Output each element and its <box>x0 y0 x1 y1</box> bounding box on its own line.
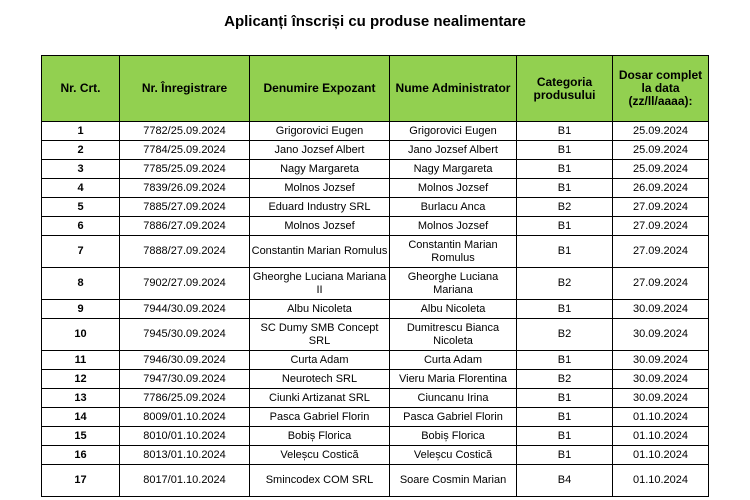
cell-registration: 7786/25.09.2024 <box>120 389 250 408</box>
cell-category: B2 <box>517 198 613 217</box>
cell-registration: 7946/30.09.2024 <box>120 351 250 370</box>
cell-exhibitor: Gheorghe Luciana Mariana II <box>250 268 390 300</box>
cell-exhibitor: Grigorovici Eugen <box>250 122 390 141</box>
cell-administrator: Vieru Maria Florentina <box>390 370 517 389</box>
table-row <box>42 465 709 497</box>
table-row <box>42 408 709 427</box>
cell-date: 25.09.2024 <box>613 141 709 160</box>
cell-administrator: Jano Jozsef Albert <box>390 141 517 160</box>
cell-date: 27.09.2024 <box>613 198 709 217</box>
cell-registration: 8013/01.10.2024 <box>120 446 250 465</box>
cell-nr: 14 <box>42 408 120 427</box>
table-row <box>42 319 709 351</box>
cell-date: 27.09.2024 <box>613 268 709 300</box>
cell-category: B1 <box>517 122 613 141</box>
cell-date: 27.09.2024 <box>613 236 709 268</box>
cell-administrator: Molnos Jozsef <box>390 179 517 198</box>
cell-category: B1 <box>517 217 613 236</box>
cell-category: B1 <box>517 300 613 319</box>
cell-administrator: Pasca Gabriel Florin <box>390 408 517 427</box>
table-row <box>42 179 709 198</box>
table-row <box>42 427 709 446</box>
cell-nr: 7 <box>42 236 120 268</box>
cell-category: B1 <box>517 179 613 198</box>
cell-date: 30.09.2024 <box>613 351 709 370</box>
cell-administrator: Burlacu Anca <box>390 198 517 217</box>
table-row <box>42 141 709 160</box>
cell-exhibitor: Neurotech SRL <box>250 370 390 389</box>
cell-nr: 13 <box>42 389 120 408</box>
cell-exhibitor: Pasca Gabriel Florin <box>250 408 390 427</box>
cell-registration: 7782/25.09.2024 <box>120 122 250 141</box>
cell-category: B1 <box>517 351 613 370</box>
cell-date: 26.09.2024 <box>613 179 709 198</box>
table-row <box>42 300 709 319</box>
cell-nr: 2 <box>42 141 120 160</box>
cell-category: B1 <box>517 236 613 268</box>
cell-registration: 7902/27.09.2024 <box>120 268 250 300</box>
cell-nr: 15 <box>42 427 120 446</box>
cell-exhibitor: Bobiș Florica <box>250 427 390 446</box>
cell-date: 27.09.2024 <box>613 217 709 236</box>
cell-date: 25.09.2024 <box>613 160 709 179</box>
cell-registration: 7888/27.09.2024 <box>120 236 250 268</box>
cell-exhibitor: Albu Nicoleta <box>250 300 390 319</box>
cell-administrator: Dumitrescu Bianca Nicoleta <box>390 319 517 351</box>
table-row <box>42 217 709 236</box>
cell-nr: 12 <box>42 370 120 389</box>
header-denumire-expozant: Denumire Expozant <box>250 56 390 122</box>
table-row <box>42 236 709 268</box>
cell-administrator: Ciuncanu Irina <box>390 389 517 408</box>
cell-nr: 11 <box>42 351 120 370</box>
cell-category: B1 <box>517 160 613 179</box>
header-nr-inregistrare: Nr. Înregistrare <box>120 56 250 122</box>
cell-date: 01.10.2024 <box>613 427 709 446</box>
cell-category: B4 <box>517 465 613 497</box>
cell-registration: 7945/30.09.2024 <box>120 319 250 351</box>
cell-nr: 17 <box>42 465 120 497</box>
cell-exhibitor: Molnos Jozsef <box>250 179 390 198</box>
cell-category: B2 <box>517 370 613 389</box>
cell-date: 01.10.2024 <box>613 408 709 427</box>
cell-date: 30.09.2024 <box>613 300 709 319</box>
cell-administrator: Gheorghe Luciana Mariana <box>390 268 517 300</box>
cell-exhibitor: Molnos Jozsef <box>250 217 390 236</box>
page-title: Aplicanți înscriși cu produse nealimentare <box>224 13 526 30</box>
cell-registration: 7885/27.09.2024 <box>120 198 250 217</box>
cell-administrator: Curta Adam <box>390 351 517 370</box>
cell-category: B1 <box>517 141 613 160</box>
cell-administrator: Albu Nicoleta <box>390 300 517 319</box>
header-nr-crt: Nr. Crt. <box>42 56 120 122</box>
cell-nr: 10 <box>42 319 120 351</box>
cell-administrator: Bobiș Florica <box>390 427 517 446</box>
cell-registration: 7944/30.09.2024 <box>120 300 250 319</box>
cell-nr: 5 <box>42 198 120 217</box>
cell-exhibitor: SC Dumy SMB Concept SRL <box>250 319 390 351</box>
cell-exhibitor: Veleșcu Costică <box>250 446 390 465</box>
table-row <box>42 122 709 141</box>
table-row <box>42 160 709 179</box>
cell-date: 01.10.2024 <box>613 465 709 497</box>
table-row <box>42 351 709 370</box>
table-row <box>42 389 709 408</box>
table-header-row <box>42 56 709 122</box>
cell-nr: 6 <box>42 217 120 236</box>
cell-administrator: Grigorovici Eugen <box>390 122 517 141</box>
cell-administrator: Veleșcu Costică <box>390 446 517 465</box>
cell-administrator: Molnos Jozsef <box>390 217 517 236</box>
cell-nr: 16 <box>42 446 120 465</box>
cell-administrator: Constantin Marian Romulus <box>390 236 517 268</box>
cell-category: B1 <box>517 446 613 465</box>
cell-exhibitor: Ciunki Artizanat SRL <box>250 389 390 408</box>
cell-date: 30.09.2024 <box>613 389 709 408</box>
cell-exhibitor: Eduard Industry SRL <box>250 198 390 217</box>
cell-registration: 8010/01.10.2024 <box>120 427 250 446</box>
cell-category: B2 <box>517 319 613 351</box>
cell-exhibitor: Jano Jozsef Albert <box>250 141 390 160</box>
table-row <box>42 446 709 465</box>
cell-nr: 4 <box>42 179 120 198</box>
cell-date: 30.09.2024 <box>613 370 709 389</box>
cell-administrator: Nagy Margareta <box>390 160 517 179</box>
cell-exhibitor: Constantin Marian Romulus <box>250 236 390 268</box>
cell-registration: 7886/27.09.2024 <box>120 217 250 236</box>
cell-registration: 7839/26.09.2024 <box>120 179 250 198</box>
cell-date: 01.10.2024 <box>613 446 709 465</box>
cell-nr: 9 <box>42 300 120 319</box>
cell-exhibitor: Smincodex COM SRL <box>250 465 390 497</box>
cell-nr: 3 <box>42 160 120 179</box>
header-dosar-complet: Dosar complet la data (zz/ll/aaaa): <box>613 56 709 122</box>
table-row <box>42 198 709 217</box>
cell-registration: 7785/25.09.2024 <box>120 160 250 179</box>
table-row <box>42 268 709 300</box>
table-row <box>42 370 709 389</box>
cell-nr: 8 <box>42 268 120 300</box>
cell-registration: 7784/25.09.2024 <box>120 141 250 160</box>
cell-date: 30.09.2024 <box>613 319 709 351</box>
cell-date: 25.09.2024 <box>613 122 709 141</box>
cell-category: B1 <box>517 389 613 408</box>
cell-category: B1 <box>517 408 613 427</box>
cell-registration: 7947/30.09.2024 <box>120 370 250 389</box>
header-categoria-produsului: Categoria produsului <box>517 56 613 122</box>
header-nume-administrator: Nume Administrator <box>390 56 517 122</box>
cell-exhibitor: Curta Adam <box>250 351 390 370</box>
cell-registration: 8017/01.10.2024 <box>120 465 250 497</box>
applicants-table <box>41 55 709 497</box>
cell-nr: 1 <box>42 122 120 141</box>
cell-registration: 8009/01.10.2024 <box>120 408 250 427</box>
cell-exhibitor: Nagy Margareta <box>250 160 390 179</box>
cell-category: B2 <box>517 268 613 300</box>
cell-category: B1 <box>517 427 613 446</box>
cell-administrator: Soare Cosmin Marian <box>390 465 517 497</box>
